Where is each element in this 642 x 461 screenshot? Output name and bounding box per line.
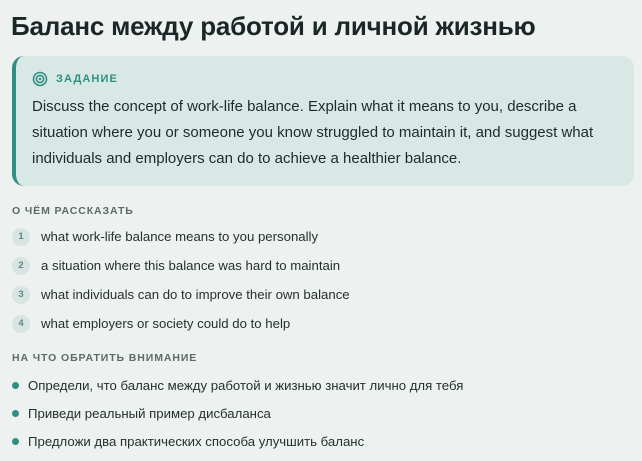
list-item bbox=[12, 309, 350, 338]
page-title: Баланс между работой и личной жизнью bbox=[11, 11, 536, 41]
step-number: 2 bbox=[12, 257, 30, 275]
focus-label: НА ЧТО ОБРАТИТЬ ВНИМАНИЕ bbox=[12, 352, 198, 364]
task-label: ЗАДАНИЕ bbox=[56, 73, 118, 85]
talking-points-list bbox=[12, 222, 350, 338]
bullet-icon bbox=[12, 410, 19, 417]
tip-text: Определи, что баланс между работой и жизнью значит лично для тебя bbox=[28, 377, 464, 393]
tip-text: Приведи реальный пример дисбаланса bbox=[28, 405, 271, 421]
step-text: a situation where this balance was hard to maintain bbox=[41, 258, 341, 273]
list-item bbox=[12, 427, 463, 455]
task-card bbox=[12, 56, 634, 186]
task-header bbox=[32, 70, 616, 88]
step-text: what individuals can do to improve their own balance bbox=[41, 287, 350, 302]
step-number: 3 bbox=[12, 286, 30, 304]
target-icon bbox=[32, 71, 48, 87]
list-item bbox=[12, 222, 350, 251]
focus-list bbox=[12, 371, 463, 455]
tip-text: Предложи два практических способа улучшить баланс bbox=[28, 433, 365, 449]
bullet-icon bbox=[12, 438, 19, 445]
step-text: what work-life balance means to you personally bbox=[41, 229, 319, 244]
step-number: 4 bbox=[12, 315, 30, 333]
list-item bbox=[12, 371, 463, 399]
step-number: 1 bbox=[12, 228, 30, 246]
task-text: Discuss the concept of work-life balance. Explain what it means to you, describe a situation where you or someone you know struggled to maintain it, and suggest what individuals and employers can do to achieve a healthier balance. bbox=[32, 98, 594, 167]
list-item bbox=[12, 280, 350, 309]
talking-points-label: О ЧЁМ РАССКАЗАТЬ bbox=[12, 205, 134, 217]
list-item bbox=[12, 251, 350, 280]
bullet-icon bbox=[12, 382, 19, 389]
step-text: what employers or society could do to help bbox=[41, 316, 291, 331]
list-item bbox=[12, 399, 463, 427]
